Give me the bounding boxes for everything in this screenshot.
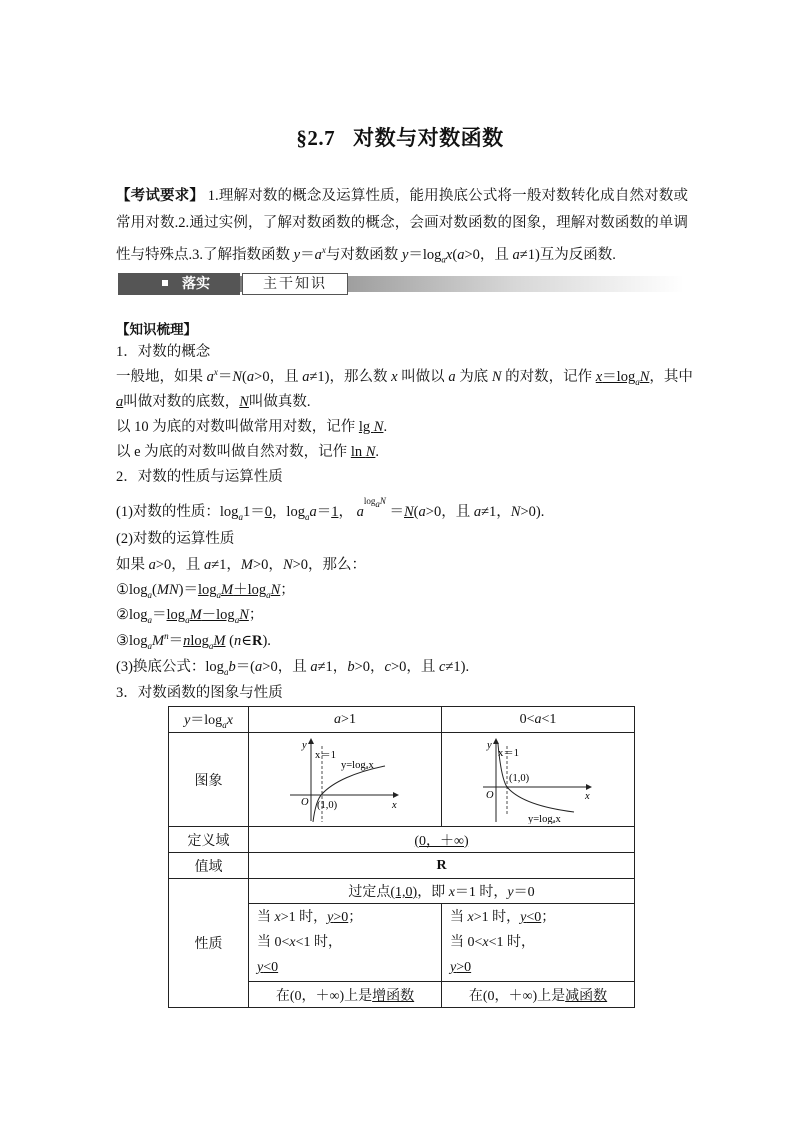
banner-right: 主干知识 xyxy=(242,273,348,295)
svg-text:O: O xyxy=(301,796,309,808)
svg-text:x＝1: x＝1 xyxy=(498,747,519,759)
head-a-gt-1: a>1 xyxy=(249,707,442,733)
s2-p6: $③\log_aM^n=nlog_aM$ (n∈R). xyxy=(116,631,271,651)
head-func: $y=\log_ax$ xyxy=(169,707,249,733)
svg-text:(1,0): (1,0) xyxy=(317,799,338,811)
s3-title: 3．对数函数的图象与性质 xyxy=(116,685,283,701)
s2-p2: (2)对数的运算性质 xyxy=(116,531,235,547)
svg-text:y=logₐx: y=logₐx xyxy=(528,813,561,824)
svg-text:x: x xyxy=(392,799,397,811)
row-label-graph: 图象 xyxy=(169,733,249,827)
exam-requirements: 【考试要求】 1.理解对数的概念及运算性质，能用换底公式将一般对数转化成自然对数或常用对数.2.通过实例，了解对数函数的概念，会画对数函数的图象，理解对数函数的单调性与特殊点.3.了解指数函数 $y=a^x$与对数函数 $y=\log_ax(a>0$，且 a≠1)互为反函数. xyxy=(116,188,688,265)
banner-left xyxy=(118,273,240,295)
s1-p4: 以 e 为底的对数叫做自然对数，记作 ln N. xyxy=(116,444,380,460)
svg-text:x＝1: x＝1 xyxy=(315,749,336,761)
graph-cell-increasing xyxy=(249,733,442,827)
decreasing-log-graph xyxy=(478,736,598,824)
row-label-domain: 定义域 xyxy=(169,827,249,853)
svg-text:O: O xyxy=(486,789,494,801)
mono-decreasing: 在(0，＋∞)上是减函数 xyxy=(442,982,635,1008)
increasing-log-graph xyxy=(285,736,405,824)
section-title: 对数与对数函数 xyxy=(353,126,504,150)
requirements-label: 【考试要求】 xyxy=(116,188,204,204)
s1-p2: a叫做对数的底数，N叫做真数. xyxy=(116,394,311,410)
range-value: R xyxy=(249,853,635,879)
s1-p3: 以 10 为底的对数叫做常用对数，记作 lg N. xyxy=(116,419,388,435)
head-a-lt-1: 0<a<1 xyxy=(442,707,635,733)
knowledge-header: 【知识梳理】 xyxy=(116,322,197,338)
s2-p3: 如果 a>0，且 a≠1，M>0，N>0，那么： xyxy=(116,557,367,573)
s2-p7: (3)换底公式：$\log_ab=(a>0$，且 a≠1，b>0，c>0，且 c≠1). xyxy=(116,659,470,677)
s2-p1: (1)对数的性质：$\log_a1=0$，$\log_aa=1$， $a^{log_aN} =N(a>0$，且 a≠1，N>0). xyxy=(116,496,545,522)
svg-text:y=logₐx: y=logₐx xyxy=(341,759,374,771)
s2-p4: $①\log_a(MN)=\log_aM+\log_aN$； xyxy=(116,582,295,600)
svg-text:x: x xyxy=(585,790,590,802)
svg-text:y: y xyxy=(302,739,307,751)
section-number: §2.7 xyxy=(296,126,336,150)
svg-text:(1,0): (1,0) xyxy=(509,772,530,784)
domain-value: (0，＋∞) xyxy=(249,827,635,853)
s1-title: 1．对数的概念 xyxy=(116,344,211,360)
row-label-props: 性质 xyxy=(169,879,249,1008)
fixed-point: 过定点(1,0)，即 x＝1 时，y＝0 xyxy=(249,879,635,904)
s1-p1: 一般地，如果 $a^x=N(a>0$，且 a≠1)，那么数 x 叫做以 a 为底 N 的对数，记作 $x=\log_aN$，其中 xyxy=(116,367,693,387)
sign-decreasing: 当 x>1 时，y<0； 当 0<x<1 时， y>0 xyxy=(442,904,635,982)
s2-title: 2．对数的性质与运算性质 xyxy=(116,469,283,485)
graph-cell-decreasing xyxy=(442,733,635,827)
banner-left-label: 落实 xyxy=(182,276,210,292)
sign-increasing: 当 x>1 时，y>0； 当 0<x<1 时， y<0 xyxy=(249,904,442,982)
square-icon xyxy=(162,280,168,286)
s2-p5: $②\log_a=\log_aM-\log_aN$； xyxy=(116,607,264,625)
row-label-range: 值域 xyxy=(169,853,249,879)
svg-text:y: y xyxy=(487,739,492,751)
page-title xyxy=(0,122,800,152)
section-banner xyxy=(118,272,684,296)
log-function-table xyxy=(168,706,635,1008)
mono-increasing: 在(0，＋∞)上是增函数 xyxy=(249,982,442,1008)
